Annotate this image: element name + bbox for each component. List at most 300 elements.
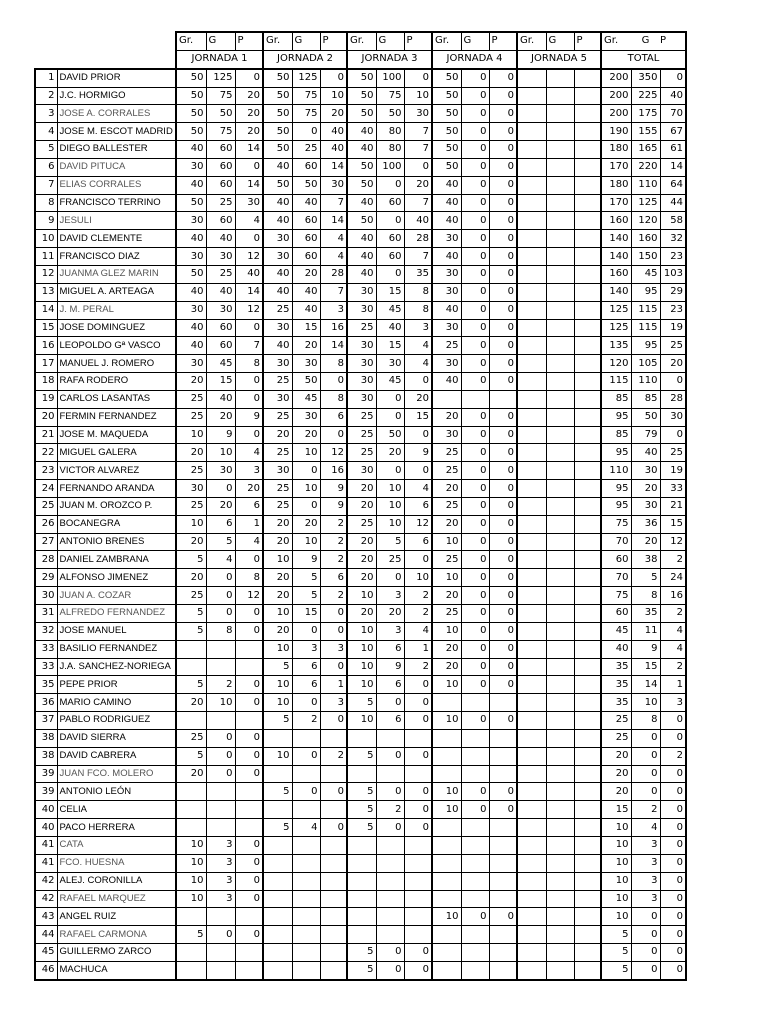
- jornada-1-gr-cell: 50: [176, 69, 206, 87]
- jornada-3-p-cell: 7: [404, 141, 432, 159]
- jornada-4-g-cell: [461, 926, 489, 944]
- total-gr-cell: 10: [601, 890, 631, 908]
- jornada-2-p-cell: 8: [320, 390, 347, 408]
- jornada-4-g-cell: 0: [461, 462, 489, 480]
- jornada-1-p-cell: 14: [235, 283, 263, 301]
- jornada-4-gr-cell: 40: [432, 373, 461, 391]
- jornada-3-p-cell: [404, 872, 432, 890]
- jornada-5-g-cell: [546, 587, 574, 605]
- total-g-cell: 10: [631, 694, 660, 712]
- jornada-4-p-cell: 0: [489, 908, 517, 926]
- jornada-5-p-cell: [574, 283, 601, 301]
- rank-cell: 7: [35, 176, 57, 194]
- jornada-2-p-cell: 40: [320, 141, 347, 159]
- total-gr-cell: 125: [601, 319, 631, 337]
- jornada-2-g-cell: 45: [292, 390, 320, 408]
- jornada-5-g-cell: [546, 569, 574, 587]
- jornada-1-gr-cell: 25: [176, 497, 206, 515]
- total-p-cell: 23: [660, 248, 686, 266]
- jornada-5-gr-cell: [517, 283, 546, 301]
- jornada-1-p-cell: 9: [235, 408, 263, 426]
- jornada-1-g-cell: 3: [206, 836, 235, 854]
- jornada-1-p-cell: 0: [235, 872, 263, 890]
- jornada-2-gr-cell: [263, 765, 292, 783]
- player-name-cell: DAVID CLEMENTE: [57, 230, 176, 248]
- jornada-3-g-cell: 60: [376, 248, 404, 266]
- jornada-1-gr-cell: 20: [176, 569, 206, 587]
- jornada-4-gr-cell: 20: [432, 515, 461, 533]
- jornada-2-g-cell: 0: [292, 783, 320, 801]
- total-p-cell: 0: [660, 961, 686, 979]
- total-gr-cell: 140: [601, 230, 631, 248]
- table-row: [35, 836, 686, 854]
- jornada-2-gr-cell: 50: [263, 123, 292, 141]
- jornada-3-gr-cell: 10: [347, 676, 376, 694]
- player-name-cell: MIGUEL GALERA: [57, 444, 176, 462]
- jornada-4-g-cell: [461, 819, 489, 837]
- table-row: [35, 622, 686, 640]
- jornada-4-p-cell: 0: [489, 640, 517, 658]
- jornada-3-g-cell: 25: [376, 551, 404, 569]
- total-p-cell: 0: [660, 765, 686, 783]
- total-g-cell: 85: [631, 390, 660, 408]
- jornada-4-gr-cell: 40: [432, 212, 461, 230]
- jornada-3-g-cell: 10: [376, 480, 404, 498]
- rank-cell: 23: [35, 462, 57, 480]
- jornada-2-p-cell: 0: [320, 605, 347, 623]
- jornada-5-g-cell: [546, 123, 574, 141]
- table-row: [35, 854, 686, 872]
- jornada-4-p-cell: 0: [489, 515, 517, 533]
- jornada-3-g-cell: 80: [376, 141, 404, 159]
- jornada-2-p-cell: 3: [320, 301, 347, 319]
- jornada-5-g-cell: [546, 605, 574, 623]
- total-p-cell: 0: [660, 426, 686, 444]
- jornada-3-gr-cell: 30: [347, 462, 376, 480]
- table-row: [35, 248, 686, 266]
- jornada-1-g-cell: 30: [206, 462, 235, 480]
- table-row: [35, 230, 686, 248]
- rank-cell: 9: [35, 212, 57, 230]
- jornada-2-gr-cell: 20: [263, 533, 292, 551]
- jornada-5-gr-cell: [517, 694, 546, 712]
- jornada-1-p-cell: 0: [235, 605, 263, 623]
- jornada-2-gr-cell: 20: [263, 587, 292, 605]
- table-row: [35, 373, 686, 391]
- table-row: [35, 694, 686, 712]
- jornada-2-g-cell: [292, 890, 320, 908]
- jornada-5-p-cell: [574, 854, 601, 872]
- jornada-3-g-cell: 30: [376, 355, 404, 373]
- jornada-5-p-cell: [574, 69, 601, 87]
- table-row: [35, 444, 686, 462]
- jornada-3-p-cell: 0: [404, 819, 432, 837]
- jornada-4-p-cell: 0: [489, 230, 517, 248]
- player-name-cell: DAVID PITUCA: [57, 158, 176, 176]
- table-row: [35, 658, 686, 676]
- jornada-5-gr-cell: [517, 497, 546, 515]
- jornada-1-g-cell: 10: [206, 444, 235, 462]
- jornada-1-gr-cell: 5: [176, 926, 206, 944]
- jornada-5-gr-cell: [517, 836, 546, 854]
- jornada-4-gr-cell: 50: [432, 105, 461, 123]
- jornada-1-gr-cell: 25: [176, 408, 206, 426]
- table-row: [35, 426, 686, 444]
- jornada-2-gr-cell: 10: [263, 747, 292, 765]
- jornada-5-p-cell: [574, 819, 601, 837]
- jornada-3-g-cell: 9: [376, 658, 404, 676]
- jornada-3-p-cell: [404, 729, 432, 747]
- total-p-cell: 29: [660, 283, 686, 301]
- jornada-4-g-cell: [461, 961, 489, 979]
- jornada-3-p-cell: 10: [404, 87, 432, 105]
- jornada-3-g-cell: 20: [376, 444, 404, 462]
- rank-cell: 14: [35, 301, 57, 319]
- jornada-2-g-cell: 60: [292, 212, 320, 230]
- total-g-cell: 160: [631, 230, 660, 248]
- jornada-5-g-cell: [546, 801, 574, 819]
- total-p-cell: 70: [660, 105, 686, 123]
- jornada-4-gr-cell: 10: [432, 533, 461, 551]
- jornada-4-gr-cell: 10: [432, 801, 461, 819]
- table-row: [35, 390, 686, 408]
- jornada-4-gr-cell: [432, 854, 461, 872]
- jornada-3-g-cell: 6: [376, 640, 404, 658]
- total-g-cell: 350: [631, 69, 660, 87]
- player-name-cell: MANUEL J. ROMERO: [57, 355, 176, 373]
- jornada-5-gr-cell: [517, 337, 546, 355]
- jornada-5-gr-cell: [517, 390, 546, 408]
- rank-cell: 26: [35, 515, 57, 533]
- total-gr-cell: 85: [601, 390, 631, 408]
- total-p-cell: 25: [660, 444, 686, 462]
- jornada-5-gr-cell: [517, 408, 546, 426]
- jornada-5-g-cell: [546, 640, 574, 658]
- jornada-5-p-cell: [574, 337, 601, 355]
- jornada-2-gr-cell: 10: [263, 694, 292, 712]
- rank-cell: 42: [35, 872, 57, 890]
- jornada-4-gr-cell: [432, 747, 461, 765]
- jornada-4-header: JORNADA 4: [432, 50, 517, 68]
- jornada-5-gr-cell: [517, 105, 546, 123]
- col-label-gr: Gr.: [347, 32, 376, 50]
- jornada-5-gr-cell: [517, 373, 546, 391]
- jornada-4-g-cell: [461, 872, 489, 890]
- table-row: [35, 944, 686, 962]
- total-gr-cell: 160: [601, 212, 631, 230]
- rank-cell: 4: [35, 123, 57, 141]
- total-g-cell: 220: [631, 158, 660, 176]
- total-p-cell: 0: [660, 926, 686, 944]
- jornada-2-p-cell: [320, 944, 347, 962]
- rank-cell: 15: [35, 319, 57, 337]
- jornada-2-p-cell: 20: [320, 105, 347, 123]
- table-row: [35, 926, 686, 944]
- jornada-5-g-cell: [546, 944, 574, 962]
- jornada-3-g-cell: 0: [376, 265, 404, 283]
- jornada-5-p-cell: [574, 497, 601, 515]
- total-g-cell: 150: [631, 248, 660, 266]
- table-row: [35, 141, 686, 159]
- player-name-cell: BOCANEGRA: [57, 515, 176, 533]
- jornada-4-g-cell: 0: [461, 230, 489, 248]
- rank-cell: 42: [35, 890, 57, 908]
- jornada-3-gr-cell: 25: [347, 515, 376, 533]
- jornada-1-p-cell: 0: [235, 854, 263, 872]
- player-name-cell: JUAN FCO. MOLERO: [57, 765, 176, 783]
- jornada-5-g-cell: [546, 105, 574, 123]
- jornada-3-p-cell: 40: [404, 212, 432, 230]
- jornada-2-g-cell: [292, 872, 320, 890]
- total-gr-cell: 5: [601, 961, 631, 979]
- rank-cell: 17: [35, 355, 57, 373]
- table-row: [35, 497, 686, 515]
- jornada-2-p-cell: 16: [320, 319, 347, 337]
- player-name-cell: FRANCISCO TERRINO: [57, 194, 176, 212]
- jornada-1-gr-cell: 40: [176, 319, 206, 337]
- rank-cell: 6: [35, 158, 57, 176]
- total-g-cell: 3: [631, 872, 660, 890]
- total-g-cell: 50: [631, 408, 660, 426]
- jornada-3-gr-cell: [347, 908, 376, 926]
- jornada-5-p-cell: [574, 783, 601, 801]
- jornada-1-g-cell: 40: [206, 283, 235, 301]
- jornada-4-g-cell: 0: [461, 569, 489, 587]
- jornada-3-gr-cell: 5: [347, 801, 376, 819]
- jornada-3-g-cell: 45: [376, 373, 404, 391]
- player-name-cell: JOSE M. ESCOT MADRID: [57, 123, 176, 141]
- col-label-gr: Gr.: [601, 32, 631, 50]
- jornada-4-p-cell: 0: [489, 105, 517, 123]
- rank-cell: 39: [35, 765, 57, 783]
- col-label-g: G: [461, 32, 489, 50]
- player-name-cell: JUAN A. COZAR: [57, 587, 176, 605]
- jornada-1-p-cell: 0: [235, 158, 263, 176]
- jornada-3-g-cell: 0: [376, 747, 404, 765]
- total-gr-cell: 95: [601, 408, 631, 426]
- total-p-cell: 16: [660, 587, 686, 605]
- jornada-5-g-cell: [546, 212, 574, 230]
- total-gr-cell: 35: [601, 694, 631, 712]
- jornada-3-p-cell: [404, 890, 432, 908]
- jornada-1-p-cell: 0: [235, 230, 263, 248]
- total-p-cell: 2: [660, 747, 686, 765]
- jornada-5-g-cell: [546, 444, 574, 462]
- table-row: [35, 765, 686, 783]
- jornada-1-header: JORNADA 1: [176, 50, 263, 68]
- jornada-3-gr-cell: 40: [347, 230, 376, 248]
- table-row: [35, 676, 686, 694]
- jornada-4-gr-cell: 50: [432, 69, 461, 87]
- jornada-4-p-cell: [489, 854, 517, 872]
- total-p-cell: 3: [660, 694, 686, 712]
- table-row: [35, 105, 686, 123]
- jornada-2-g-cell: 60: [292, 230, 320, 248]
- total-gr-cell: 200: [601, 105, 631, 123]
- jornada-1-gr-cell: 20: [176, 694, 206, 712]
- jornada-2-g-cell: [292, 926, 320, 944]
- jornada-5-gr-cell: [517, 801, 546, 819]
- total-gr-cell: 35: [601, 676, 631, 694]
- jornada-5-gr-cell: [517, 141, 546, 159]
- jornada-1-p-cell: 6: [235, 497, 263, 515]
- total-p-cell: 103: [660, 265, 686, 283]
- jornada-1-g-cell: [206, 961, 235, 979]
- jornada-2-gr-cell: 10: [263, 551, 292, 569]
- jornada-2-p-cell: 9: [320, 480, 347, 498]
- jornada-2-gr-cell: [263, 836, 292, 854]
- jornada-2-p-cell: 6: [320, 569, 347, 587]
- jornada-3-p-cell: 0: [404, 373, 432, 391]
- jornada-1-p-cell: 20: [235, 480, 263, 498]
- jornada-5-gr-cell: [517, 551, 546, 569]
- total-gr-cell: 10: [601, 854, 631, 872]
- jornada-3-g-cell: 10: [376, 515, 404, 533]
- jornada-4-g-cell: 0: [461, 515, 489, 533]
- jornada-1-gr-cell: 5: [176, 676, 206, 694]
- total-g-cell: 0: [631, 926, 660, 944]
- total-gr-cell: 45: [601, 622, 631, 640]
- jornada-4-gr-cell: [432, 729, 461, 747]
- rank-cell: 45: [35, 944, 57, 962]
- jornada-4-p-cell: 0: [489, 658, 517, 676]
- total-gr-cell: 115: [601, 373, 631, 391]
- jornada-1-p-cell: 12: [235, 587, 263, 605]
- jornada-3-p-cell: 4: [404, 622, 432, 640]
- jornada-5-g-cell: [546, 658, 574, 676]
- jornada-2-gr-cell: 30: [263, 230, 292, 248]
- jornada-4-gr-cell: 20: [432, 408, 461, 426]
- jornada-3-g-cell: 0: [376, 694, 404, 712]
- rank-cell: 35: [35, 676, 57, 694]
- jornada-2-g-cell: 15: [292, 605, 320, 623]
- jornada-1-g-cell: 20: [206, 497, 235, 515]
- jornada-1-g-cell: 4: [206, 551, 235, 569]
- jornada-2-gr-cell: [263, 961, 292, 979]
- jornada-5-g-cell: [546, 319, 574, 337]
- total-p-cell: 12: [660, 533, 686, 551]
- total-gr-cell: 170: [601, 194, 631, 212]
- player-name-cell: ALFONSO JIMENEZ: [57, 569, 176, 587]
- jornada-2-g-cell: 0: [292, 694, 320, 712]
- jornada-5-p-cell: [574, 462, 601, 480]
- jornada-1-gr-cell: 25: [176, 390, 206, 408]
- jornada-5-gr-cell: [517, 569, 546, 587]
- jornada-2-p-cell: 14: [320, 158, 347, 176]
- jornada-1-gr-cell: 10: [176, 836, 206, 854]
- jornada-3-gr-cell: 25: [347, 426, 376, 444]
- total-gr-cell: 15: [601, 801, 631, 819]
- jornada-4-gr-cell: 10: [432, 712, 461, 730]
- jornada-1-gr-cell: [176, 819, 206, 837]
- jornada-3-gr-cell: 30: [347, 337, 376, 355]
- jornada-3-p-cell: 10: [404, 569, 432, 587]
- jornada-3-g-cell: 15: [376, 283, 404, 301]
- jornada-2-p-cell: 7: [320, 194, 347, 212]
- player-name-cell: DIEGO BALLESTER: [57, 141, 176, 159]
- jornada-3-gr-cell: 30: [347, 373, 376, 391]
- jornada-4-p-cell: 0: [489, 319, 517, 337]
- jornada-1-p-cell: 14: [235, 176, 263, 194]
- jornada-3-gr-cell: [347, 729, 376, 747]
- jornada-3-gr-cell: 20: [347, 497, 376, 515]
- jornada-1-p-cell: 12: [235, 248, 263, 266]
- jornada-1-g-cell: 25: [206, 194, 235, 212]
- jornada-3-gr-cell: 10: [347, 658, 376, 676]
- jornada-4-gr-cell: 40: [432, 301, 461, 319]
- jornada-3-gr-cell: 40: [347, 248, 376, 266]
- jornada-5-g-cell: [546, 390, 574, 408]
- total-p-cell: 0: [660, 712, 686, 730]
- player-name-cell: BASILIO FERNANDEZ: [57, 640, 176, 658]
- total-g-cell: 0: [631, 908, 660, 926]
- total-g-cell: 2: [631, 801, 660, 819]
- jornada-2-gr-cell: 10: [263, 640, 292, 658]
- jornada-2-gr-cell: [263, 890, 292, 908]
- table-row: [35, 605, 686, 623]
- jornada-4-gr-cell: 10: [432, 783, 461, 801]
- jornada-3-g-cell: 0: [376, 819, 404, 837]
- total-g-cell: 40: [631, 444, 660, 462]
- total-p-cell: 0: [660, 373, 686, 391]
- total-gr-cell: 10: [601, 908, 631, 926]
- jornada-4-g-cell: 0: [461, 908, 489, 926]
- player-name-cell: JUANMA GLEZ MARIN: [57, 265, 176, 283]
- jornada-3-gr-cell: 30: [347, 301, 376, 319]
- jornada-4-p-cell: 0: [489, 158, 517, 176]
- table-row: [35, 408, 686, 426]
- jornada-5-p-cell: [574, 123, 601, 141]
- col-label-g: G: [546, 32, 574, 50]
- jornada-3-p-cell: 35: [404, 265, 432, 283]
- jornada-4-gr-cell: [432, 944, 461, 962]
- jornada-4-gr-cell: [432, 961, 461, 979]
- jornada-5-g-cell: [546, 712, 574, 730]
- jornada-5-gr-cell: [517, 890, 546, 908]
- jornada-4-g-cell: 0: [461, 444, 489, 462]
- jornada-5-g-cell: [546, 194, 574, 212]
- jornada-4-p-cell: 0: [489, 265, 517, 283]
- jornada-5-gr-cell: [517, 69, 546, 87]
- jornada-5-p-cell: [574, 480, 601, 498]
- player-name-cell: ALEJ. CORONILLA: [57, 872, 176, 890]
- jornada-5-p-cell: [574, 194, 601, 212]
- player-name-cell: J.C. HORMIGO: [57, 87, 176, 105]
- total-gr-cell: 180: [601, 141, 631, 159]
- total-p-cell: 23: [660, 301, 686, 319]
- jornada-3-p-cell: 2: [404, 587, 432, 605]
- jornada-3-gr-cell: 20: [347, 480, 376, 498]
- jornada-2-p-cell: 4: [320, 248, 347, 266]
- jornada-2-p-cell: [320, 801, 347, 819]
- jornada-5-gr-cell: [517, 622, 546, 640]
- jornada-2-gr-cell: 20: [263, 569, 292, 587]
- table-row: [35, 569, 686, 587]
- jornada-1-g-cell: 0: [206, 569, 235, 587]
- jornada-5-p-cell: [574, 87, 601, 105]
- table-row: [35, 480, 686, 498]
- jornada-1-g-cell: 2: [206, 676, 235, 694]
- jornada-3-g-cell: 100: [376, 158, 404, 176]
- jornada-3-gr-cell: 5: [347, 694, 376, 712]
- jornada-2-g-cell: [292, 908, 320, 926]
- player-name-cell: JESULI: [57, 212, 176, 230]
- player-name-cell: MARIO CAMINO: [57, 694, 176, 712]
- jornada-4-gr-cell: 20: [432, 658, 461, 676]
- jornada-3-p-cell: [404, 926, 432, 944]
- jornada-1-g-cell: 30: [206, 301, 235, 319]
- total-p-cell: 2: [660, 658, 686, 676]
